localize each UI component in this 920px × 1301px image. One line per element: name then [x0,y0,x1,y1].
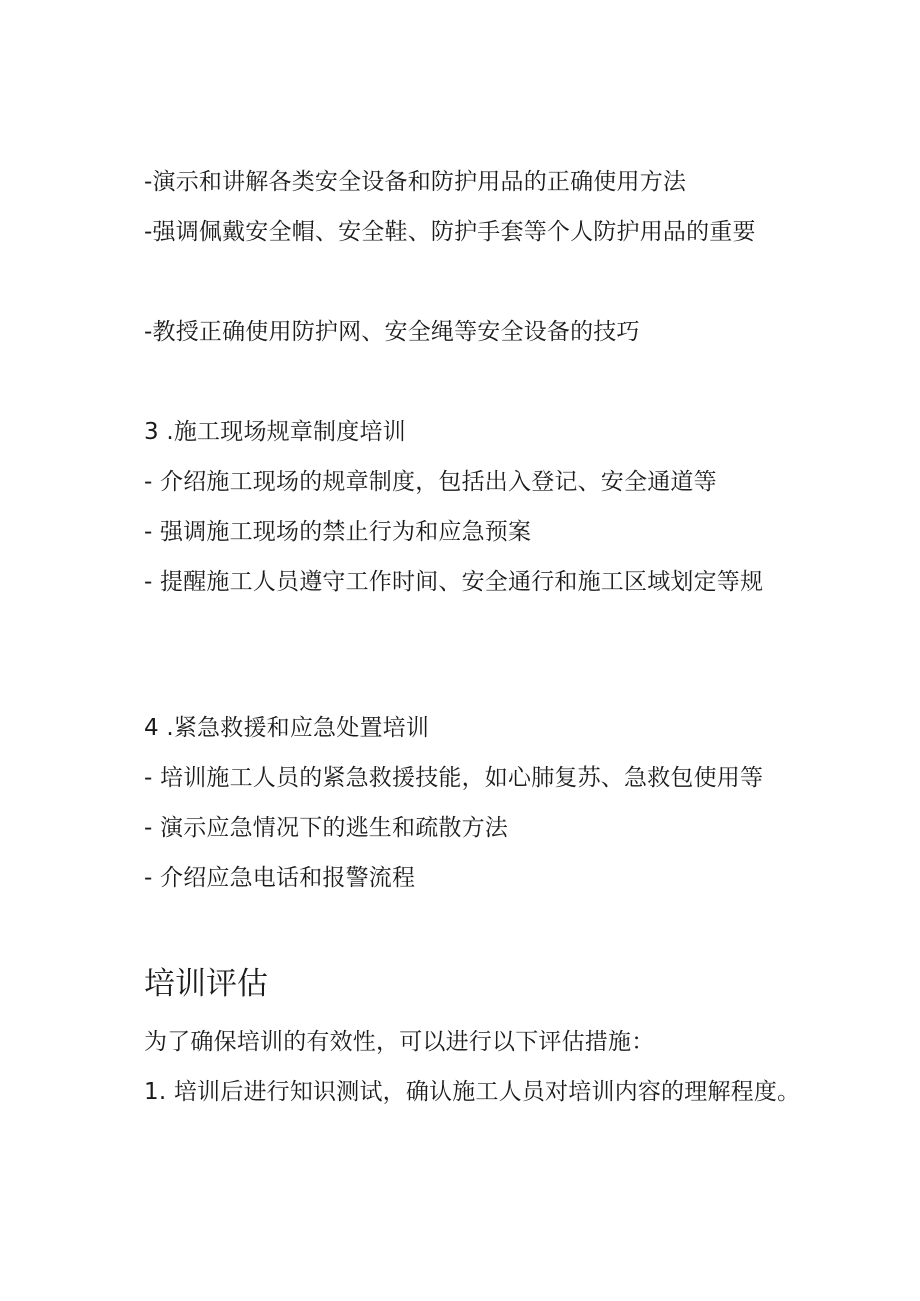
equipment-item: -教授正确使用防护网、安全绳等安全设备的技巧 [144,319,640,345]
rules-section-title: 3 .施工现场规章制度培训 [144,419,406,445]
evaluation-intro: 为了确保培训的有效性，可以进行以下评估措施： [144,1029,655,1055]
emergency-item: - 培训施工人员的紧急救援技能，如心肺复苏、急救包使用等 [144,765,764,791]
evaluation-item: 1. 培训后进行知识测试，确认施工人员对培训内容的理解程度。 [144,1079,801,1105]
emergency-item: - 演示应急情况下的逃生和疏散方法 [144,815,509,841]
rules-item: - 提醒施工人员遵守工作时间、安全通行和施工区域划定等规 [144,569,764,595]
equipment-item: -演示和讲解各类安全设备和防护用品的正确使用方法 [144,169,687,195]
emergency-item: - 介绍应急电话和报警流程 [144,865,416,891]
equipment-item: -强调佩戴安全帽、安全鞋、防护手套等个人防护用品的重要 [144,219,756,245]
evaluation-heading: 培训评估 [144,966,268,1002]
emergency-section-title: 4 .紧急救援和应急处置培训 [144,715,430,741]
rules-item: - 强调施工现场的禁止行为和应急预案 [144,519,532,545]
rules-item: - 介绍施工现场的规章制度，包括出入登记、安全通道等 [144,469,717,495]
